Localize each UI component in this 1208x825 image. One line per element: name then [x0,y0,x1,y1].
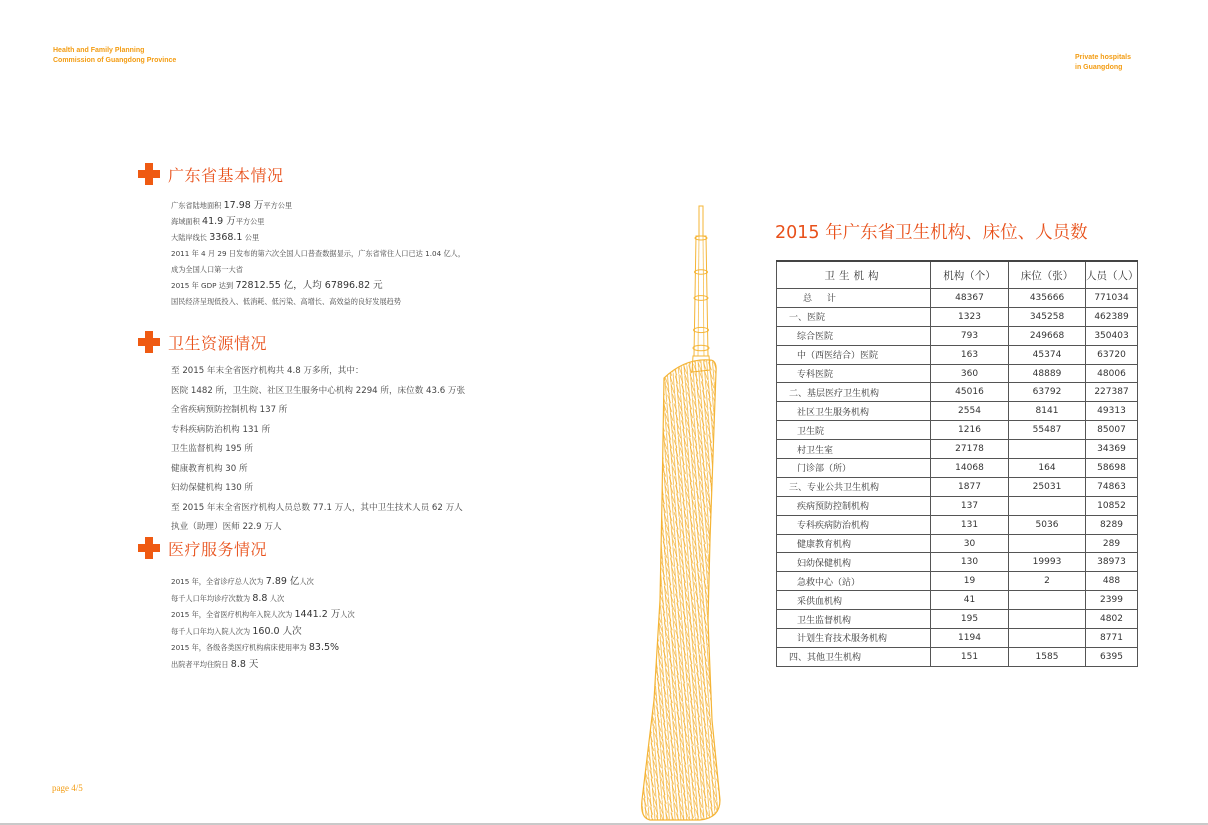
text-fragment: 公里 [242,233,260,242]
section-basic-info [138,162,465,310]
institution-name-cell: 专科疾病防治机构 [777,515,931,534]
table-row [777,591,1138,610]
section-title: 医疗服务情况 [168,539,268,559]
staff-cell: 10852 [1086,496,1138,515]
topic-line-2: in Guangdong [1075,64,1123,71]
beds-cell: 63792 [1009,383,1086,402]
info-line: 卫生监督机构 195 所 [171,444,254,454]
institution-name-cell: 健康教育机构 [777,534,931,553]
institution-name-cell: 社区卫生服务机构 [777,402,931,421]
institution-name-cell: 采供血机构 [777,591,931,610]
institutions-cell: 30 [931,534,1009,553]
beds-cell: 45374 [1009,345,1086,364]
highlight-value: 7.89 亿 [265,576,300,587]
staff-cell: 48006 [1086,364,1138,383]
institutions-cell: 163 [931,345,1009,364]
staff-cell: 227387 [1086,383,1138,402]
text-fragment: 成为全国人口第一大省 [171,265,243,274]
table-row [777,289,1138,308]
beds-cell [1009,534,1086,553]
highlight-value: 41.9 万 [202,216,236,227]
info-line: 健康教育机构 30 所 [171,463,248,474]
table-row [777,345,1138,364]
staff-cell: 2399 [1086,591,1138,610]
table-row [777,402,1138,421]
highlight-value: 17.98 万 [223,200,264,211]
table-row [777,383,1138,402]
institutions-cell: 151 [931,647,1009,666]
institution-name-cell: 一、医院 [777,307,931,326]
institution-name-cell: 卫生院 [777,421,931,440]
staff-cell: 488 [1086,572,1138,591]
institution-name-cell: 急救中心（站） [777,572,931,591]
institution-name-cell: 总 计 [777,289,931,308]
info-line [171,230,465,246]
staff-cell: 462389 [1086,307,1138,326]
highlight-value: 8.8 天 [230,658,259,670]
info-line [171,278,465,294]
info-line [171,657,355,674]
institutions-cell: 19 [931,572,1009,591]
info-line: 医院 1482 所，卫生院、社区卫生服务中心机构 2294 所，床位数 43.6 万张 [171,385,466,396]
beds-cell: 8141 [1009,402,1086,421]
canton-tower-illustration [630,200,740,823]
beds-cell [1009,591,1086,610]
publisher-header [53,46,176,66]
beds-cell [1009,610,1086,629]
text-fragment: 2011 年 4 月 29 日发布的第六次全国人口普查数据显示，广东省常住人口已达 1.04 亿人， [171,249,466,258]
table-row [777,610,1138,629]
info-line [171,246,465,262]
publisher-line-2: Commission of Guangdong Province [53,57,177,64]
beds-cell: 435666 [1009,289,1086,308]
beds-cell: 249668 [1009,326,1086,345]
beds-cell: 5036 [1009,515,1086,534]
table-row [777,572,1138,591]
table-title: 2015 年广东省卫生机构、床位、人员数 [775,223,1088,243]
info-line: 全省疾病预防控制机构 137 所 [171,405,288,415]
info-line [171,198,465,214]
beds-cell [1009,629,1086,648]
info-line: 至 2015 年末全省医疗机构共 4.8 万多所，其中： [171,366,364,376]
staff-cell: 34369 [1086,440,1138,459]
institutions-cell: 137 [931,496,1009,515]
highlight-value: 72812.55 亿，人均 67896.82 元 [235,280,383,291]
institution-name-cell: 卫生监督机构 [777,610,931,629]
section-title: 卫生资源情况 [168,333,268,353]
institutions-cell: 1194 [931,629,1009,648]
highlight-value: 3368.1 [209,232,243,243]
institutions-cell: 1323 [931,307,1009,326]
column-header-institution-type: 卫生机构 [777,261,931,289]
table-row [777,364,1138,383]
beds-cell: 1585 [1009,647,1086,666]
institutions-cell: 195 [931,610,1009,629]
institutions-cell: 27178 [931,440,1009,459]
institutions-cell: 1877 [931,477,1009,496]
institutions-cell: 131 [931,515,1009,534]
table-row [777,307,1138,326]
institution-name-cell: 三、专业公共卫生机构 [777,477,931,496]
staff-cell: 38973 [1086,553,1138,572]
info-line [171,294,465,310]
section-title: 广东省基本情况 [168,165,284,185]
beds-cell: 55487 [1009,421,1086,440]
institution-name-cell: 四、其他卫生机构 [777,647,931,666]
info-line: 执业（助理）医师 22.9 万人 [171,522,282,532]
highlight-value: 1441.2 万 [294,609,341,620]
info-line [171,640,355,657]
institutions-cell: 793 [931,326,1009,345]
institution-name-cell: 计划生育技术服务机构 [777,629,931,648]
table-row [777,459,1138,478]
text-fragment: 大陆岸线长 [171,233,210,242]
staff-cell: 63720 [1086,345,1138,364]
text-fragment: 2015 年，全省医疗机构年入院人次为 [171,610,295,619]
staff-cell: 85007 [1086,421,1138,440]
red-cross-icon [138,537,160,559]
text-fragment: 人次 [299,577,314,586]
topic-header [1075,53,1131,73]
text-fragment: 平方公里 [263,201,293,210]
text-fragment: 每千人口年均诊疗次数为 [171,593,253,603]
section-body [171,574,355,673]
text-fragment: 平方公里 [235,217,265,226]
institution-name-cell: 疾病预防控制机构 [777,496,931,515]
red-cross-icon [138,331,160,353]
beds-cell: 19993 [1009,553,1086,572]
staff-cell: 289 [1086,534,1138,553]
institution-name-cell: 门诊部（所） [777,459,931,478]
section-health-resources [138,330,465,538]
column-header-beds: 床位（张） [1009,261,1086,289]
staff-cell: 8289 [1086,515,1138,534]
institution-name-cell: 妇幼保健机构 [777,553,931,572]
info-line [171,574,355,591]
text-fragment: 人次 [340,610,355,619]
institution-name-cell: 综合医院 [777,326,931,345]
staff-cell: 350403 [1086,326,1138,345]
section-body [171,198,465,310]
institutions-cell: 2554 [931,402,1009,421]
beds-cell: 25031 [1009,477,1086,496]
beds-cell: 2 [1009,572,1086,591]
beds-cell: 164 [1009,459,1086,478]
section-medical-services [138,536,355,673]
staff-cell: 74863 [1086,477,1138,496]
staff-cell: 49313 [1086,402,1138,421]
page-number: page 4/5 [52,783,83,793]
text-fragment: 国民经济呈现低投入、低消耗、低污染、高增长、高效益的良好发展趋势 [171,297,402,306]
staff-cell: 771034 [1086,289,1138,308]
info-line [171,591,355,608]
text-fragment: 出院者平均住院日 [171,659,231,669]
highlight-value: 160.0 人次 [252,625,302,637]
institution-name-cell: 专科医院 [777,364,931,383]
text-fragment: 海域面积 [171,217,203,226]
institutions-cell: 360 [931,364,1009,383]
staff-cell: 58698 [1086,459,1138,478]
table-row [777,477,1138,496]
table-header-row [777,261,1138,289]
table-row [777,326,1138,345]
text-fragment: 人次 [267,593,285,603]
institution-name-cell: 二、基层医疗卫生机构 [777,383,931,402]
institutions-cell: 41 [931,591,1009,610]
info-line: 专科疾病防治机构 131 所 [171,424,271,435]
institutions-cell: 130 [931,553,1009,572]
staff-cell: 8771 [1086,629,1138,648]
table-row [777,421,1138,440]
institutions-cell: 48367 [931,289,1009,308]
health-institutions-table [776,260,1138,667]
table-row [777,629,1138,648]
info-line [171,214,465,230]
institutions-cell: 14068 [931,459,1009,478]
table-row [777,496,1138,515]
info-line: 至 2015 年末全省医疗机构人员总数 77.1 万人，其中卫生技术人员 62 万人 [171,502,463,513]
staff-cell: 4802 [1086,610,1138,629]
column-header-institutions: 机构（个） [931,261,1009,289]
beds-cell [1009,440,1086,459]
institutions-cell: 1216 [931,421,1009,440]
table-row [777,534,1138,553]
red-cross-icon [138,163,160,185]
info-line: 妇幼保健机构 130 所 [171,483,254,493]
beds-cell: 48889 [1009,364,1086,383]
institution-name-cell: 村卫生室 [777,440,931,459]
column-header-staff: 人员（人） [1086,261,1138,289]
text-fragment: 2015 年，各级各类医疗机构病床使用率为 [171,643,309,652]
table-row [777,553,1138,572]
highlight-value: 83.5% [308,642,340,653]
text-fragment: 每千人口年均入院人次为 [171,626,253,636]
info-line [171,624,355,641]
section-body [171,362,465,538]
beds-cell [1009,496,1086,515]
staff-cell: 6395 [1086,647,1138,666]
institution-name-cell: 中（西医结合）医院 [777,345,931,364]
publisher-line-1: Health and Family Planning [53,47,145,54]
text-fragment: 2015 年 GDP 达到 [171,281,236,290]
beds-cell: 345258 [1009,307,1086,326]
institutions-cell: 45016 [931,383,1009,402]
info-line [171,607,355,624]
table-row [777,515,1138,534]
highlight-value: 8.8 [252,592,268,604]
info-line [171,262,465,278]
text-fragment: 广东省陆地面积 [171,201,224,210]
table-row [777,647,1138,666]
table-row [777,440,1138,459]
text-fragment: 2015 年，全省诊疗总人次为 [171,577,266,586]
topic-line-1: Private hospitals [1075,54,1132,61]
